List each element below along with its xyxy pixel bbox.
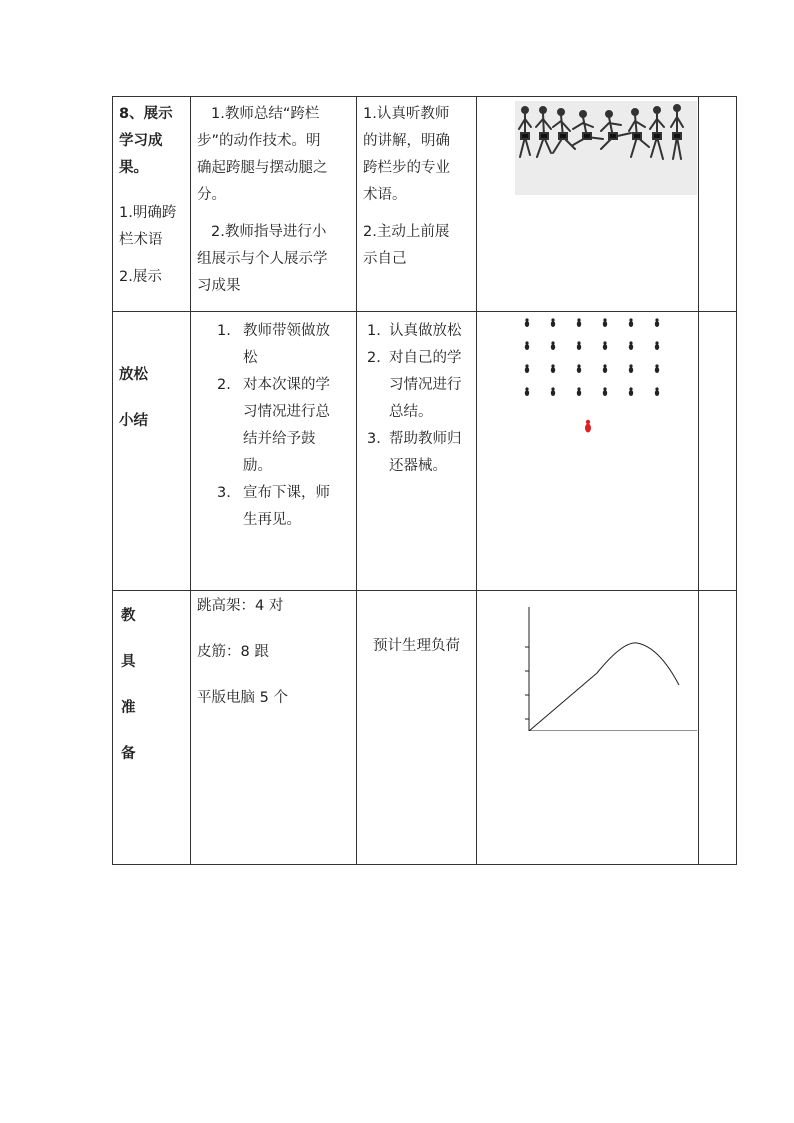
teacher-line: 确起跨腿与摆动腿之 (197, 160, 328, 176)
student-marker (603, 318, 607, 327)
teacher-marker (585, 420, 591, 433)
student-marker (603, 341, 607, 350)
list-item: 1. 教师带领做放 松 (217, 323, 330, 366)
sub-item-line: 2.展示 (119, 269, 162, 285)
student-activity-cell (357, 312, 477, 591)
lesson-plan-table (112, 96, 737, 865)
student-activity-cell (357, 97, 477, 312)
teacher-line: 组展示与个人展示学 (197, 251, 328, 267)
student-marker (525, 341, 529, 350)
list-item: 3. 宣布下课，师 生再见。 (217, 485, 330, 528)
equipment-cell (191, 591, 357, 865)
student-line: 跨栏步的专业 (363, 160, 450, 176)
table-row (113, 97, 737, 312)
teacher-activity-cell (191, 312, 357, 591)
section-title-char: 准 (121, 700, 136, 716)
student-marker (551, 341, 555, 350)
teacher-line: 分。 (197, 187, 226, 203)
student-line: 1.认真听教师 (363, 106, 450, 122)
student-marker (577, 387, 581, 396)
section-cell (113, 591, 191, 865)
section-title-line: 8、展示 (119, 106, 173, 122)
teacher-activity-cell (191, 97, 357, 312)
blank-cell (699, 591, 737, 865)
section-title-line: 果。 (119, 160, 148, 176)
section-title-line: 小结 (119, 413, 148, 429)
blank-cell (699, 312, 737, 591)
section-cell (113, 312, 191, 591)
student-marker (551, 387, 555, 396)
student-marker (629, 364, 633, 373)
student-line: 2.主动上前展 (363, 224, 450, 240)
student-marker (577, 318, 581, 327)
equipment-item: 皮筋：8 跟 (197, 644, 269, 660)
list-item: 1. 认真做放松 (367, 323, 462, 339)
illustration-cell (477, 591, 699, 865)
sub-item-line: 1.明确跨 (119, 205, 177, 221)
sub-item-line: 栏术语 (119, 232, 163, 248)
illustration-cell (477, 97, 699, 312)
student-marker (629, 387, 633, 396)
load-label-cell (357, 591, 477, 865)
list-item: 2. 对自己的学 习情况进行 总结。 (367, 350, 462, 420)
student-marker (577, 364, 581, 373)
student-marker (525, 387, 529, 396)
student-line: 的讲解，明确 (363, 133, 450, 149)
teacher-line: 1.教师总结“跨栏 (211, 106, 320, 122)
student-marker (525, 318, 529, 327)
student-marker (655, 341, 659, 350)
section-cell (113, 97, 191, 312)
teacher-line: 习成果 (197, 278, 241, 294)
physiological-load-curve-icon (477, 591, 698, 731)
hurdle-sequence-photo-icon (477, 97, 698, 197)
list-item: 2. 对本次课的学 习情况进行总 结并给予鼓 励。 (217, 377, 330, 474)
student-marker (551, 364, 555, 373)
teacher-line: 步”的动作技术。明 (197, 133, 321, 149)
student-marker (525, 364, 529, 373)
equipment-item: 平版电脑 5 个 (197, 690, 288, 706)
student-marker (629, 318, 633, 327)
section-title-char: 具 (121, 654, 136, 670)
formation-diagram-icon (477, 312, 698, 442)
student-line: 示自己 (363, 251, 407, 267)
section-title-char: 备 (121, 746, 136, 762)
student-marker (603, 387, 607, 396)
student-marker (629, 341, 633, 350)
student-marker (655, 318, 659, 327)
section-title-char: 教 (121, 608, 136, 624)
load-label: 预计生理负荷 (373, 638, 460, 654)
student-marker (655, 387, 659, 396)
illustration-cell (477, 312, 699, 591)
student-line: 术语。 (363, 187, 407, 203)
blank-cell (699, 97, 737, 312)
student-marker (551, 318, 555, 327)
teacher-line: 2.教师指导进行小 (211, 224, 327, 240)
student-list (363, 318, 470, 480)
equipment-item: 跳高架：4 对 (197, 598, 284, 614)
list-item: 3. 帮助教师归 还器械。 (367, 431, 462, 474)
table-row (113, 591, 737, 865)
student-marker (603, 364, 607, 373)
table-row (113, 312, 737, 591)
student-marker (655, 364, 659, 373)
section-title-line: 放松 (119, 367, 148, 383)
student-marker (577, 341, 581, 350)
teacher-list (197, 318, 350, 534)
section-title-line: 学习成 (119, 133, 163, 149)
